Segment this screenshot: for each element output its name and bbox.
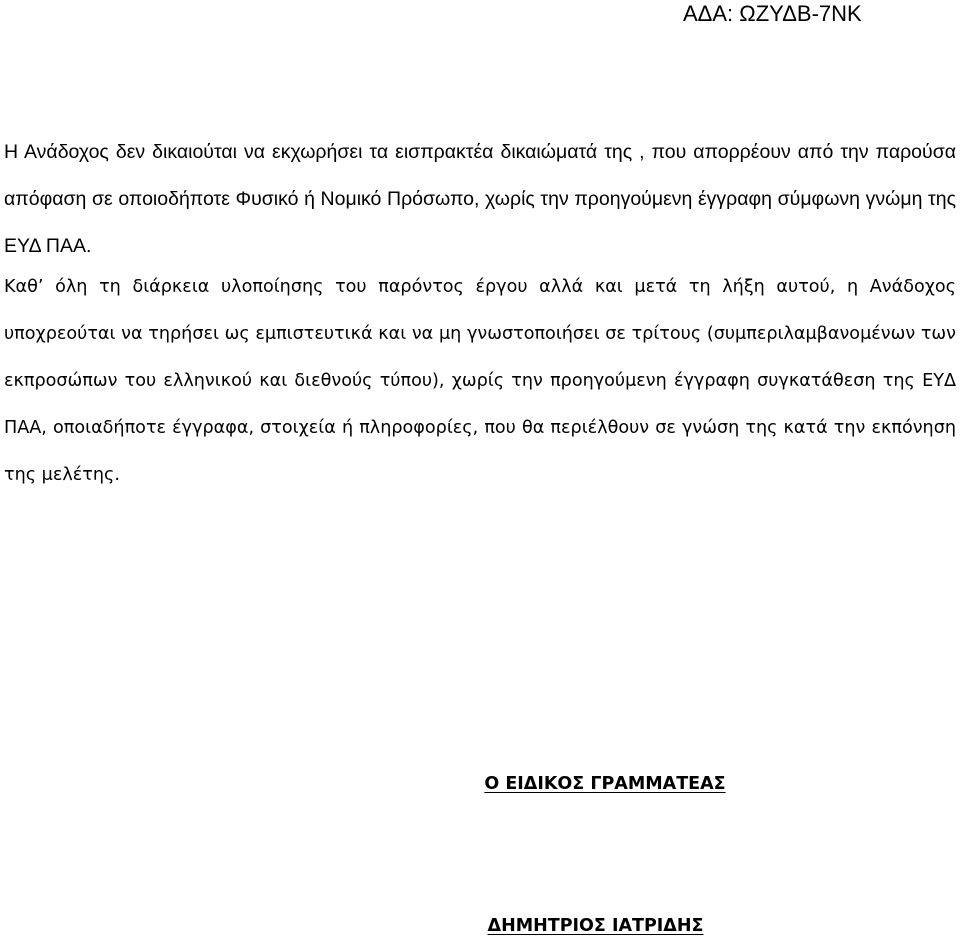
- paragraph-assignment-clause: Η Ανάδοχος δεν δικαιούται να εκχωρήσει τα εισπρακτέα δικαιώματά της , που απορρέουν από την παρούσα απόφαση σε οποιοδήποτε Φυσικό ή Νομικό Πρόσωπο, χωρίς την προηγούμενη έγγραφη σύμφωνη γνώμη της ΕΥΔ ΠΑΑ.: [4, 141, 956, 257]
- ada-code: ΑΔΑ: ΩΖΥΔΒ-7ΝΚ: [683, 1, 862, 26]
- paragraph-confidentiality-clause: Καθ’ όλη τη διάρκεια υλοποίησης του παρόντος έργου αλλά και μετά τη λήξη αυτού, η Ανάδοχος υποχρεούται να τηρήσει ως εμπιστευτικά και να μη γνωστοποιήσει σε τρίτους (συμπεριλαμβανομένων των εκπροσώπων του ελληνικού και διεθνούς τύπου), χωρίς την προηγούμενη έγγραφη συγκατάθεση της ΕΥΔ ΠΑΑ, οποιαδήποτε έγγραφα, στοιχεία ή πληροφορίες, που θα περιέλθουν σε γνώση της κατά την εκπόνηση της μελέτης.: [4, 277, 956, 485]
- signatory-title: Ο ΕΙΔΙΚΟΣ ΓΡΑΜΜΑΤΕΑΣ: [484, 774, 726, 794]
- signatory-name: ΔΗΜΗΤΡΙΟΣ ΙΑΤΡΙΔΗΣ: [487, 916, 704, 936]
